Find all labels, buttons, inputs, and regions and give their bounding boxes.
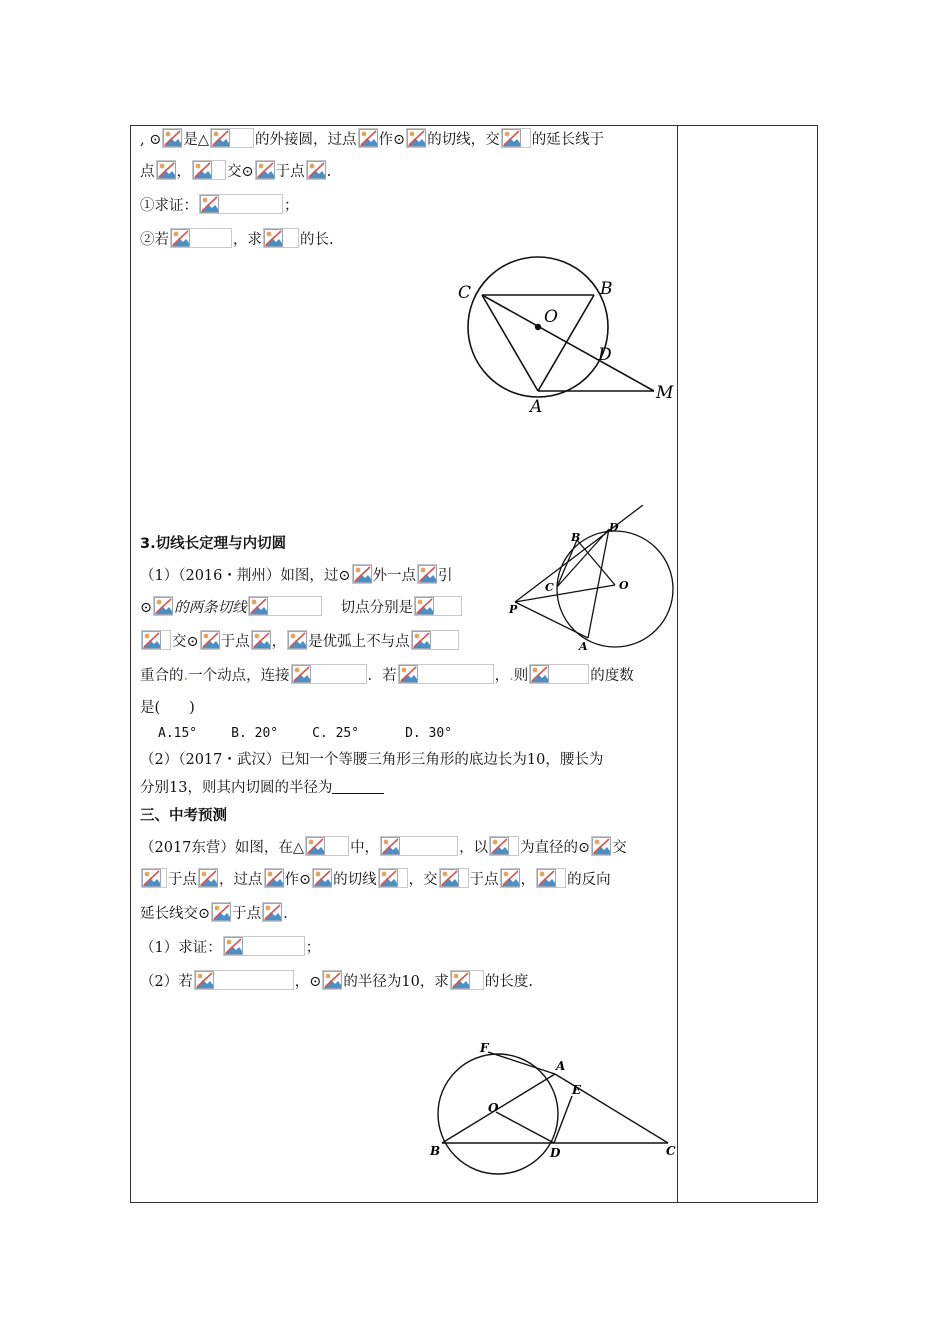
choice-a: A.15°	[158, 726, 198, 741]
section3-q1-line5: 是( )	[140, 700, 195, 716]
section3-q2-line1: （2）（2017・武汉）已知一个等腰三角形三角形的底边长为10，腰长为	[140, 752, 604, 768]
label-b: B	[430, 1144, 441, 1158]
segment-od	[496, 1112, 554, 1143]
broken-image-icon	[500, 868, 520, 888]
broken-image-icon	[198, 868, 218, 888]
text: ，	[176, 164, 191, 180]
broken-image-icon	[264, 868, 284, 888]
section3-q2-line2	[140, 778, 384, 798]
label-c: C	[458, 283, 472, 303]
text: （1）求证：	[140, 940, 222, 956]
text: ⊙	[149, 132, 162, 148]
section3-title: 3.切线长定理与内切圆	[140, 536, 287, 552]
text: 于点	[469, 872, 499, 888]
segment-cm	[482, 295, 654, 391]
text: 于点	[168, 872, 197, 888]
label-o: O	[488, 1101, 499, 1115]
text: 的反向	[567, 872, 611, 888]
text: 为直径的⊙	[520, 840, 591, 856]
figure-circumcircle	[440, 250, 680, 420]
label-a: A	[530, 397, 543, 417]
label-b: B	[571, 531, 581, 544]
text: ，求	[233, 232, 262, 248]
broken-image-icon	[255, 160, 275, 180]
broken-image-icon	[192, 160, 226, 180]
broken-image-icon	[262, 902, 282, 922]
broken-image-icon	[352, 564, 372, 584]
segment-bc	[557, 540, 577, 587]
label-d: D	[609, 521, 619, 534]
text: ，	[494, 668, 510, 684]
figure-tangents	[505, 505, 680, 655]
text: 延长线交⊙	[140, 906, 211, 922]
segment-fa	[488, 1052, 555, 1074]
text: 的度数	[590, 668, 634, 684]
broken-image-icon	[417, 564, 437, 584]
text: ①求证：	[140, 198, 198, 214]
broken-image-icon	[380, 836, 458, 856]
text: 的切线，交	[427, 132, 500, 148]
label-o: O	[544, 307, 558, 327]
text: 的长.	[300, 232, 334, 248]
broken-image-icon	[291, 664, 367, 684]
broken-image-icon	[287, 630, 307, 650]
segment-ca	[482, 295, 538, 391]
broken-image-icon	[439, 868, 469, 888]
broken-image-icon	[501, 128, 531, 148]
problem1-line2	[140, 160, 331, 182]
label-a: A	[556, 1059, 566, 1073]
broken-image-icon	[411, 630, 459, 650]
label-p: P	[509, 603, 518, 616]
segment-cd	[557, 529, 609, 587]
text: ②若	[140, 232, 169, 248]
broken-image-icon	[141, 630, 171, 650]
text: ，交	[408, 872, 438, 888]
text: 于点	[232, 906, 262, 922]
forecast-title: 三、中考预测	[140, 808, 227, 824]
text: .	[326, 164, 332, 180]
label-f: F	[480, 1041, 489, 1055]
broken-image-icon	[141, 868, 167, 888]
forecast-q2	[140, 970, 533, 992]
problem1-line1	[140, 128, 604, 150]
text: 一个动点，连接	[188, 668, 290, 684]
text: 引	[438, 568, 453, 584]
broken-image-icon	[322, 970, 342, 990]
text: 作⊙	[284, 872, 312, 888]
broken-image-icon	[305, 836, 349, 856]
answer-choices	[158, 724, 452, 744]
label-o: O	[619, 579, 629, 592]
broken-image-icon	[591, 836, 611, 856]
broken-image-icon	[211, 902, 231, 922]
text: ，⊙	[294, 974, 322, 990]
broken-image-icon	[378, 868, 408, 888]
broken-image-icon	[199, 194, 283, 214]
text: 作⊙	[378, 132, 406, 148]
broken-image-icon	[414, 596, 462, 616]
circle-o	[557, 531, 673, 647]
broken-image-icon	[170, 228, 232, 248]
section3-q1-line2	[140, 596, 463, 618]
broken-image-icon	[153, 596, 173, 616]
broken-image-icon	[263, 228, 299, 248]
text: 中，	[350, 840, 380, 856]
text: 点	[140, 164, 155, 180]
choice-c: C. 25°	[312, 726, 360, 741]
text: ,	[140, 132, 145, 148]
text: 是△	[183, 132, 210, 148]
label-c: C	[545, 581, 554, 594]
section3-q1-line4: 重合的.一个动点，连接 ．若 ，.则 的度数	[140, 664, 634, 686]
forecast-line1	[140, 836, 627, 858]
center-point	[535, 324, 541, 330]
broken-image-icon	[358, 128, 378, 148]
text: ；	[284, 198, 299, 214]
text: 重合的	[140, 668, 184, 684]
forecast-line2	[140, 868, 611, 890]
broken-image-icon	[312, 868, 332, 888]
text: （2017东营）如图，在△	[140, 840, 305, 856]
broken-image-icon	[306, 160, 326, 180]
text: .	[283, 906, 288, 922]
broken-image-icon	[489, 836, 519, 856]
broken-image-icon	[406, 128, 426, 148]
segment-da	[588, 529, 609, 638]
forecast-line3	[140, 902, 288, 924]
label-m: M	[656, 383, 674, 403]
broken-image-icon	[248, 596, 322, 616]
broken-image-icon	[450, 970, 484, 990]
text: ；	[305, 940, 321, 956]
text: ，以	[459, 840, 489, 856]
choice-b: B. 20°	[231, 726, 279, 741]
label-b: B	[600, 279, 613, 299]
broken-image-icon	[398, 664, 494, 684]
broken-image-icon	[210, 128, 254, 148]
label-d: D	[598, 345, 612, 365]
label-d: D	[550, 1146, 561, 1160]
text: 则	[513, 668, 529, 684]
choice-d: D. 30°	[405, 726, 453, 741]
broken-image-icon	[200, 630, 220, 650]
segment-bo	[577, 540, 615, 585]
text: 于点	[275, 164, 305, 180]
text: 的半径为10，求	[343, 974, 449, 990]
text: ，	[520, 872, 536, 888]
segment-po	[515, 585, 615, 602]
text: 的两条切线	[174, 600, 247, 616]
broken-image-icon	[162, 128, 182, 148]
text: 的切线	[333, 872, 377, 888]
broken-image-icon	[223, 936, 305, 956]
text: 是优弧上不与点	[308, 634, 410, 650]
label-a: A	[579, 640, 588, 653]
text: 的外接圆，过点	[255, 132, 357, 148]
broken-image-icon	[156, 160, 176, 180]
broken-image-icon	[536, 868, 566, 888]
forecast-q1	[140, 936, 320, 958]
problem1-q1	[140, 194, 299, 216]
figure-forecast	[428, 1040, 678, 1180]
text: ，	[271, 634, 287, 650]
text: ⊙	[140, 600, 153, 616]
text: （2）若	[140, 974, 193, 990]
text: 交⊙	[172, 634, 199, 650]
text: 于点	[220, 634, 250, 650]
text: （1）（2016・荆州）如图，过⊙	[140, 568, 351, 584]
text: 的延长线于	[531, 132, 605, 148]
text: 外一点	[372, 568, 417, 584]
broken-image-icon	[529, 664, 589, 684]
text: 交⊙	[227, 164, 254, 180]
label-e: E	[572, 1083, 582, 1097]
problem1-q2	[140, 228, 334, 250]
segment-ba	[442, 1074, 555, 1143]
label-c: C	[666, 1144, 676, 1158]
text: 的长度.	[484, 974, 533, 990]
text: 分别13，则其内切圆的半径为	[140, 780, 333, 796]
answer-blank	[332, 779, 384, 794]
broken-image-icon	[194, 970, 294, 990]
text: ，过点	[219, 872, 263, 888]
text: ．若	[367, 668, 397, 684]
tangent-pa	[515, 602, 588, 638]
text: 交	[612, 840, 627, 856]
section3-q1-line3	[140, 630, 460, 652]
section3-q1-line1	[140, 564, 453, 586]
broken-image-icon	[251, 630, 271, 650]
text: 切点分别是	[340, 600, 414, 616]
